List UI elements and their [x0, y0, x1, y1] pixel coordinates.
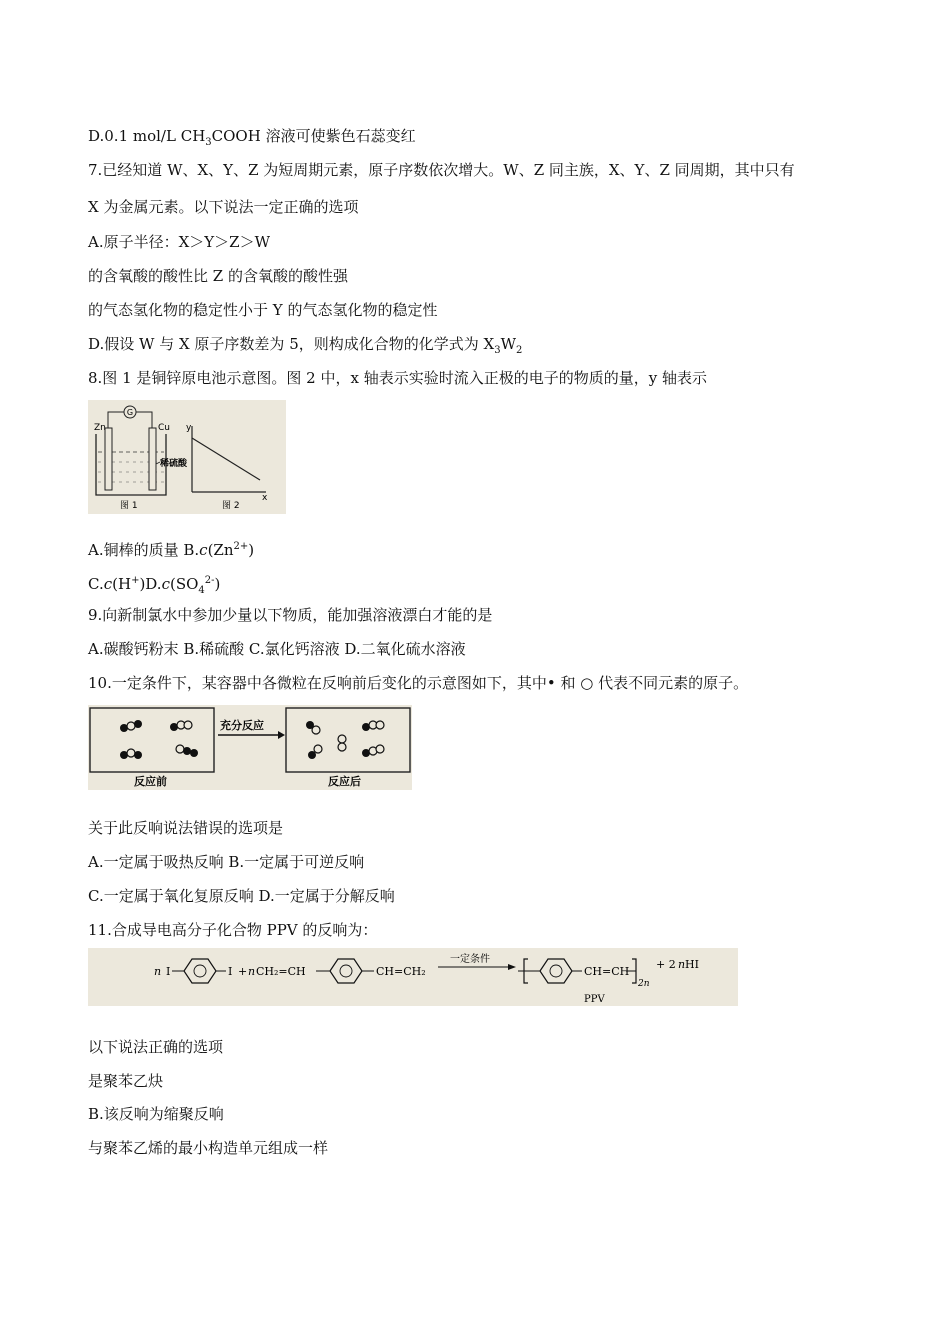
q8-b-close: ) [248, 541, 255, 559]
q7-option-a: A.原子半径：X＞Y＞Z＞W [88, 233, 271, 251]
molecule-after-3 [338, 735, 346, 751]
q8-b-zn: (Zn [207, 541, 234, 559]
q7d-text: D.假设 W 与 X 原子序数差为 5，则构成化合物的化学式为 X [88, 335, 495, 353]
q10-options-ab: A.一定属于吸热反响 B.一定属于可逆反响 [88, 853, 365, 871]
q8-figure [88, 400, 286, 514]
q7d-sub1: 3 [494, 345, 501, 356]
q8-options-ab [88, 537, 254, 560]
q6d-text: D.0.1 mol/L CH [88, 127, 206, 145]
eq-n1: n [154, 965, 162, 978]
cu-label: Cu [158, 423, 170, 433]
q7-option-c: 的气态氢化物的稳定性小于 Y 的气态氢化物的稳定性 [88, 301, 438, 319]
q8-b-c: c [199, 541, 208, 559]
molecule-before-3 [120, 749, 142, 759]
q8-c-sup: + [131, 575, 140, 586]
q10-question: 关于此反响说法错误的选项是 [88, 819, 284, 837]
zn-electrode [105, 428, 112, 490]
q9-stem: 9.向新制氯水中参加少量以下物质，能加强溶液漂白才能的是 [88, 606, 493, 624]
ring-circle [194, 965, 206, 977]
y-label: y [186, 423, 192, 433]
x-label: x [262, 493, 268, 503]
q8-b-sup: 2+ [233, 541, 249, 552]
q8-d-sup: 2- [204, 575, 215, 586]
eq-i2: I [228, 965, 233, 978]
q6d-text-2: COOH 溶液可使紫色石蕊变红 [211, 127, 416, 145]
molecule-before-1 [120, 720, 142, 732]
q10-figure-svg [88, 705, 412, 790]
q9-options: A.碳酸钙粉末 B.稀硫酸 C.氯化钙溶液 D.二氧化硫水溶液 [88, 640, 466, 658]
ring-circle [340, 965, 352, 977]
eq-plus1: + [238, 965, 248, 978]
eq-n3: n [678, 958, 686, 971]
eq-ch2ch: CH₂=CH [256, 965, 306, 978]
q11-option-c: 与聚苯乙烯的最小构造单元组成一样 [88, 1139, 329, 1157]
q10-options-cd: C.一定属于氧化复原反响 D.一定属于分解反响 [88, 887, 395, 905]
q8-d-so: (SO [169, 575, 199, 593]
q8-c-h: (H [112, 575, 132, 593]
molecule-after-5 [362, 745, 384, 757]
eq-i1: I [166, 965, 171, 978]
eq-ppv-label: PPV [584, 994, 605, 1005]
graph-line [192, 438, 260, 480]
wire-left [108, 412, 124, 428]
arrow-head [278, 731, 285, 739]
molecule-after-4 [308, 745, 322, 759]
eq-hi: HI [685, 958, 699, 971]
benzene-ring-3 [540, 959, 572, 983]
q8-a-text: A.铜棒的质量 B. [88, 541, 200, 559]
fig1-label: 图 1 [120, 501, 138, 511]
arrow-label: 充分反应 [220, 719, 264, 732]
q7d-w: W [500, 335, 516, 353]
galvanometer-label: G [126, 408, 134, 417]
q11-option-b: B.该反响为缩聚反响 [88, 1105, 224, 1123]
zn-label: Zn [94, 423, 106, 433]
q7d-sub2: 2 [516, 345, 523, 356]
q7-option-d [88, 334, 522, 361]
before-label: 反应前 [134, 775, 167, 788]
q8-stem: 8.图 1 是铜锌原电池示意图。图 2 中，x 轴表示实验时流入正极的电子的物质的量，y 轴表示 [88, 369, 707, 387]
wire-right [136, 412, 152, 428]
eq-arrow-head [508, 964, 516, 970]
q8-c-pre: C. [88, 575, 104, 593]
q7-stem-line2: X 为金属元素。以下说法一定正确的选项 [88, 198, 359, 216]
q11-option-a: 是聚苯乙炔 [88, 1072, 164, 1090]
eq-chch2: CH=CH₂ [376, 965, 426, 978]
q8-d-close: ) [214, 575, 221, 593]
after-label: 反应后 [328, 775, 361, 788]
molecule-before-4 [176, 745, 198, 757]
q7-stem-line1: 7.已经知道 W、X、Y、Z 为短周期元素，原子序数依次增大。W、Z 同主族，X、Y、Z 同周期，其中只有 [88, 161, 795, 179]
molecule-before-2 [170, 721, 192, 731]
molecule-after-1 [306, 721, 320, 734]
eq-chch: CH=CH [584, 965, 630, 978]
q11-stem: 11.合成导电高分子化合物 PPV 的反响为： [88, 921, 378, 939]
q11-figure-svg [88, 948, 738, 1006]
before-box [90, 708, 214, 772]
eq-condition: 一定条件 [450, 954, 490, 965]
q10-stem: 10.一定条件下，某容器中各微粒在反响前后变化的示意图如下，其中• 和 ○ 代表不同元素的原子。 [88, 674, 749, 692]
q6d-sub: 3 [205, 137, 212, 148]
q8-c-mid: )D. [139, 575, 162, 593]
q10-figure [88, 705, 412, 790]
benzene-ring-1 [184, 959, 216, 983]
q8-d-sub: 4 [198, 585, 205, 596]
acid-label: 稀硫酸 [160, 459, 188, 469]
benzene-ring-2 [330, 959, 362, 983]
q8-d-c: c [161, 575, 170, 593]
q8-options-cd [88, 571, 220, 601]
q8-figure-svg [88, 400, 286, 514]
after-box [286, 708, 410, 772]
fig2-label: 图 2 [222, 501, 240, 511]
q7-option-b: 的含氧酸的酸性比 Z 的含氧酸的酸性强 [88, 267, 348, 285]
q8-c-c: c [103, 575, 113, 593]
molecule-after-2 [362, 721, 384, 731]
q11-figure [88, 948, 738, 1006]
cu-electrode [149, 428, 156, 490]
ring-circle [550, 965, 562, 977]
q6-option-d [88, 126, 416, 153]
eq-n2: n [248, 965, 256, 978]
eq-plus2: + 2 [656, 958, 676, 971]
eq-sub-2n: 2n [638, 979, 650, 989]
q11-question: 以下说法正确的选项 [88, 1038, 224, 1056]
